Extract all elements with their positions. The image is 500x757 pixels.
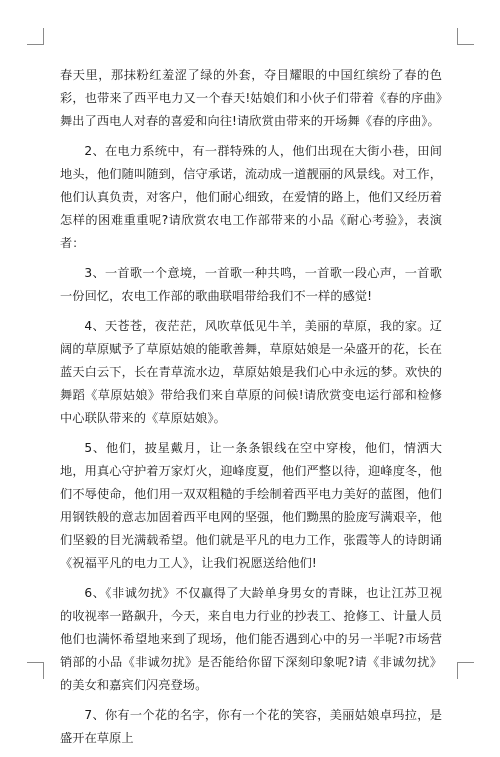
paragraph-7: 7、你有一个花的名字，你有一个花的笑容，美丽姑娘卓玛拉，是盛开在草原上 bbox=[60, 708, 442, 745]
paragraph-3: 3、一首歌一个意境，一首歌一种共鸣，一首歌一段心声，一首歌一份回忆，农电工作部的歌曲联唱带给我们不一样的感觉! bbox=[60, 266, 442, 303]
paragraph-2: 2、在电力系统中，有一群特殊的人，他们出现在大街小巷，田间地头，他们随叫随到，信守承诺，流动成一道靓丽的风景线。对工作，他们认真负责，对客户，他们耐心细致，在爱情的路上，他们又经历着怎样的困难重重呢?请欣赏农电工作部带来的小品《耐心考验》，表演者： bbox=[60, 144, 442, 250]
paragraph-6: 6、《非诚勿扰》不仅赢得了大龄单身男女的青睐，也让江苏卫视的收视率一路飙升，今天，来自电力行业的抄表工、抢修工、计量人员他们也满怀希望地来到了现场，他们能否遇到心中的另一半呢?市场营销部的小品《非诚勿扰》是否能给你留下深刻印象呢?请《非诚勿扰》的美女和嘉宾们闪亮登场。 bbox=[60, 586, 442, 692]
paragraph-4: 4、天苍苍，夜茫茫，风吹草低见牛羊，美丽的草原，我的家。辽阔的草原赋予了草原姑娘的能歌善舞，草原姑娘是一朵盛开的花，长在蓝天白云下，长在青草流水边，草原姑娘是我们心中永远的梦。欢快的舞蹈《草原姑娘》带给我们来自草原的问候!请欣赏变电运行部和检修中心联队带来的《草原姑娘》。 bbox=[60, 319, 442, 425]
crop-mark-top-right bbox=[457, 28, 474, 45]
crop-mark-top-left bbox=[27, 28, 44, 45]
paragraph-5: 5、他们，披星戴月，让一条条银线在空中穿梭，他们，情洒大地，用真心守护着万家灯火，迎峰度夏，他们严整以待，迎峰度冬，他们不辱使命，他们用一双双粗糙的手绘制着西平电力美好的蓝图，他们用钢铁般的意志加固着西平电网的坚强，他们黝黑的脸庞写满艰辛，他们坚毅的目光满载希望。他们就是平凡的电力工作，张霞等人的诗朗诵《祝福平凡的电力工人》，让我们祝愿送给他们! bbox=[60, 441, 442, 570]
crop-mark-bottom-right bbox=[457, 662, 474, 679]
document-body bbox=[60, 64, 442, 757]
crop-mark-bottom-left bbox=[27, 662, 44, 679]
paragraph-1: 春天里，那抹粉红羞涩了绿的外套，夺目耀眼的中国红缤纷了春的色彩，也带来了西平电力又一个春天!姑娘们和小伙子们带着《春的序曲》舞出了西电人对春的喜爱和向往!请欣赏由带来的开场舞《春的序曲》。 bbox=[60, 68, 442, 128]
